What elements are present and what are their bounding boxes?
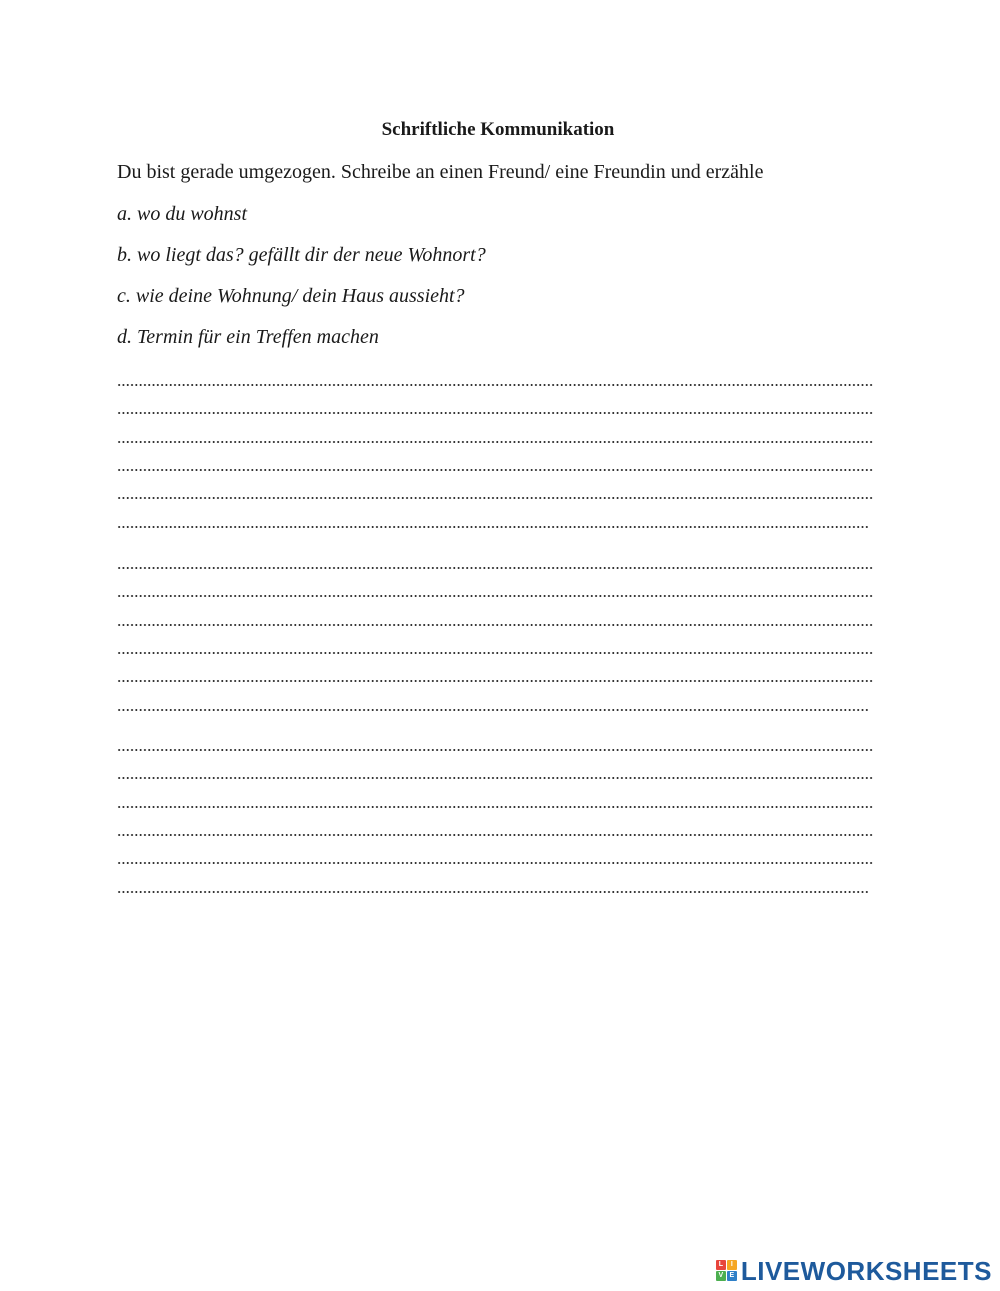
writing-line[interactable] xyxy=(117,679,874,683)
intro-text: Du bist gerade umgezogen. Schreibe an einen Freund/ eine Freundin und erzähle xyxy=(117,161,764,183)
worksheet-title: Schriftliche Kommunikation xyxy=(381,119,615,140)
writing-line[interactable] xyxy=(117,890,869,894)
writing-line[interactable] xyxy=(117,594,874,598)
writing-line[interactable] xyxy=(117,496,874,500)
task-item-b: b. wo liegt das? gefällt dir der neue Wohnort? xyxy=(117,244,486,266)
writing-line[interactable] xyxy=(117,623,874,627)
task-item-c: c. wie deine Wohnung/ dein Haus aussieht? xyxy=(117,285,465,307)
writing-line[interactable] xyxy=(117,440,874,444)
logo-block: L xyxy=(716,1260,726,1270)
writing-line[interactable] xyxy=(117,708,869,712)
liveworksheets-logo xyxy=(716,1258,992,1284)
writing-line[interactable] xyxy=(117,776,874,780)
writing-line[interactable] xyxy=(117,566,874,570)
liveworksheets-logo-icon xyxy=(716,1260,738,1282)
writing-line[interactable] xyxy=(117,805,874,809)
logo-text: LIVEWORKSHEETS xyxy=(740,1256,992,1286)
writing-line[interactable] xyxy=(117,525,869,529)
writing-line[interactable] xyxy=(117,383,874,387)
logo-block: V xyxy=(716,1271,726,1281)
writing-line[interactable] xyxy=(117,748,874,752)
writing-line[interactable] xyxy=(117,861,874,865)
writing-line[interactable] xyxy=(117,468,874,472)
writing-line[interactable] xyxy=(117,833,874,837)
task-item-d: d. Termin für ein Treffen machen xyxy=(117,326,379,348)
logo-block: I xyxy=(727,1260,737,1270)
logo-block: E xyxy=(727,1271,737,1281)
writing-line[interactable] xyxy=(117,651,874,655)
task-item-a: a. wo du wohnst xyxy=(117,203,248,225)
writing-line[interactable] xyxy=(117,411,874,415)
